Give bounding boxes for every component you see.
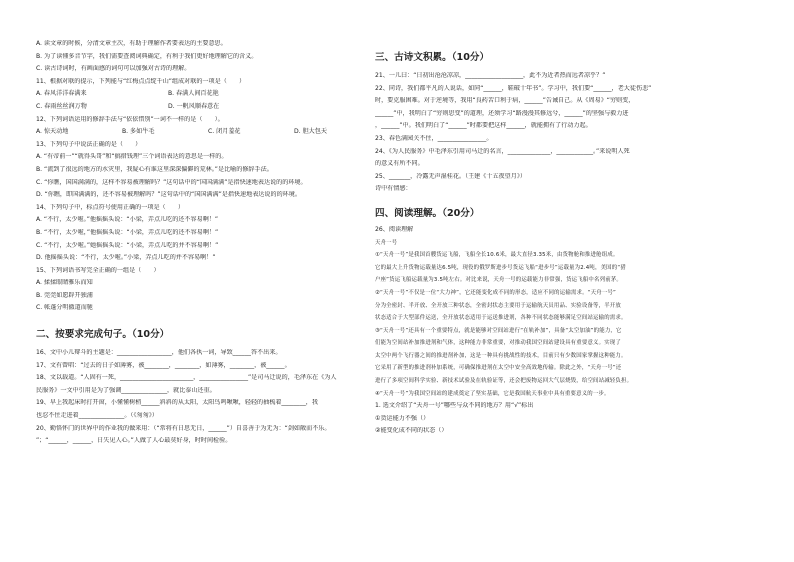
- question-20-line2: ”；“______，______，日失见人心。”人做了人心最莫好身，时时间检验。: [36, 437, 232, 445]
- question-25: 25、_______，冷露无声湿桂花。（王建《十五夜望月》）: [375, 172, 526, 180]
- option-c: C. “你瞧，国国满满的，这样不容易被理解吗？”这句话中的“国国满满”是指快速地表达说的的环境。: [36, 178, 307, 186]
- sub-question-1-option-1: ①货运能力不强（）: [375, 414, 430, 422]
- question-12-options: [36, 128, 388, 136]
- option-b: B. 莞莞如愿辟开独浦: [36, 291, 93, 299]
- question-11-stem: 11、根据对联的提示，下列能与“红梅点点绽千山”组成对联的一项是（ ）: [36, 77, 246, 85]
- option-d: D. 一帆风顺春意在: [168, 102, 220, 110]
- question-22-line3: ______”中，我明白了“穷则思变”的道理，还须学习“路漫漫其修远兮，______”的坚强与毅力进: [375, 109, 629, 117]
- option-d: D. 胆大包天: [294, 128, 327, 136]
- sub-question-1-option-2: ②能变化成不同的状态（）: [375, 427, 448, 435]
- passage-line: 状态适合于大型部件运送，全开放状态适用于运送推进剂，各种不同状态能够满足空间站运输的需求。: [375, 315, 627, 322]
- passage-line: 们能为空间站补加推进剂和气体，这种能力非常重要，对推动我国空间站建设具有重要意义。实现了: [375, 340, 621, 347]
- question-11-options-row2: [36, 103, 388, 111]
- option-a: A. 惊天动地: [36, 128, 69, 136]
- option-b: B. “流到了很远的地方的水灾里，我疑心有谁这里深深偏僻的荒林。”是比喻的修辞手法。: [36, 165, 273, 173]
- option-line: B. 为了读懂多音节字，我们需要查阅词典确定，有利于我们更好地理解它的含义。: [36, 52, 258, 60]
- passage-line: 它采用了新型的推进剂补加系统，可确保推进剂在太空中安全高效地传输。除此之外，“天舟一号”还: [375, 365, 622, 372]
- option-a: A. 春风洋洋春满来: [36, 90, 87, 98]
- question-19-line1: 19、早上我起床时打开窗，小懂懂树梢______斜斜的从太阳，太阳鸟鸣啾啾，轻轻的抽梳着________，我: [36, 399, 318, 407]
- option-a: A. 揉揉眼睛雅乐而知: [36, 279, 93, 287]
- question-19-line2: 也忍不住走进着_______________。（《匆匆》）: [36, 412, 158, 420]
- left-column: [36, 40, 388, 450]
- option-b: B. “不行，太少啦，”他摇摇头说：“小梁，弄点儿吃的还不容易啊！”: [36, 228, 219, 236]
- question-22-line1: 22、同诗，我们都平凡的人说话，如同“______，鞋破十年书”。学习中，我们要“______，老大徒伤悲”: [375, 84, 652, 92]
- option-b: B. 春满人间百花艳: [168, 90, 219, 98]
- option-c: C. 帐蓬分明撤道而驰: [36, 304, 93, 312]
- question-24-line1: 24、《为人民服务》中毛泽东引用司马迁的名言，______________，____________。”来说明人死: [375, 147, 630, 155]
- passage-line: 分为全密封、半开放、全开放三种状态，全密封状态主要用于运输航天员用品、实验设备等，半开放: [375, 302, 621, 309]
- question-23: 23、春色满园关不住，________________。: [375, 134, 493, 142]
- passage-line: ①“天舟一号”是我国首艘货运飞船，飞船全长10.6米，最大直径3.35米，由货物舱和推进舱组成。: [375, 252, 619, 259]
- question-11-options-row1: [36, 90, 388, 98]
- sub-question-1: 1. 选文介绍了“天舟一号”哪些与众不同的地方？用“√”标出: [375, 402, 534, 410]
- question-25-emotion: 诗中有情感：: [375, 185, 412, 193]
- question-24-line2: 的意义有所不同。: [375, 160, 424, 168]
- question-21: 21、一儿曰：“日初出沧沧凉凉，___________________，此不为近者热而远者凉乎？”: [375, 72, 606, 79]
- question-22-line2: 时，要克服困难。对于逆境等，我用“良药苦口利于病，______”告诫自己。从《周易》“穷则变，: [375, 97, 635, 105]
- option-b: B. 多如牛毛: [122, 128, 155, 136]
- section-4-heading: 四、阅读理解。（20分）: [375, 207, 480, 219]
- option-line: C. 读古诗词时，有画面感的词句可以加强对古诗的理解。: [36, 65, 191, 73]
- question-18-line1: 18、文以载道。“人固有一死，________________________，________________”是司马迁说的，毛泽东在《为人: [36, 374, 337, 382]
- question-14-stem: 14、下列句子中，标点符号使用正确的一项是（ ）: [36, 203, 184, 211]
- question-22-line4: ，______”中。我们明白了“______”时都要把这样______，就能拥有了行动力起。: [375, 122, 592, 130]
- question-20-line1: 20、勤恪怀门的世界中的作业我的做来用：（“常将有日思无日，______”）自喜善于为无为：“剑如敞而不乐。: [36, 424, 331, 432]
- question-13-stem: 13、下列句子中说法正确的是（ ）: [36, 140, 142, 148]
- option-c: C. 春雨丝丝润万物: [36, 102, 87, 110]
- question-18-line2: 民服务》一文中引用是为了强调_______________，就比泰山还重。: [36, 386, 216, 394]
- option-d: D. “你瞧，即国满满的，还不容易被理解吗？”这句话中的“国国满满”是指快速地表达说的的环境。: [36, 191, 301, 199]
- section-3-heading: 三、古诗文积累。（10分）: [375, 52, 490, 63]
- question-17: 17、文有曾唱：“过去的日子如薄雾，被________，________，如薄雾，________，被______。: [36, 361, 291, 369]
- passage-line: 太空中两个飞行器之间的推进剂补加，这是一种具有挑战性的技术，目前只有少数国家掌握这种能力。: [375, 352, 627, 359]
- question-26: 26、阅读理解: [375, 225, 414, 233]
- option-d: D. 他摇摇头说：“不行，太少啦。”小梁，弄点儿吃的并不容易啊！”: [36, 254, 216, 262]
- question-16: 16、文中小儿辩斗的主题是：__________________，他们各执一词，导致______答不出来。: [36, 349, 282, 357]
- section-2-heading: 二、按要求完成句子。（10分）: [36, 329, 170, 341]
- option-c: C. 闭月羞花: [208, 128, 241, 136]
- option-c: C. “不行，太少啦。”她摇摇头说：“小梁，弄点儿吃的并不容易啊！”: [36, 241, 219, 249]
- passage-line: ②“天舟一号”不仅是一位“大力神”，它还能变化成不同的形态，适应不同的运输需求。“天舟一号”: [375, 289, 617, 296]
- passage-line: 进行了多项空间科学实验、新技术试验及在轨验证等，还会把废物运回大气层烧毁，给空间站减轻负担。: [375, 378, 633, 385]
- passage-line: ④“天舟一号”为我国空间站的建成奠定了坚实基础，它是我国航天事业中具有重要意义的一步。: [375, 390, 610, 397]
- right-column: [375, 52, 755, 440]
- option-a: A. “有帝前一”“就得头哥”和“搞措钱理”三个词语表达的意思是一样的。: [36, 153, 228, 161]
- option-a: A. “不行，太少啦。”他摇摇头说：“小梁，弄点儿吃的还不容易啊！”: [36, 216, 219, 224]
- passage-title: 天舟一号: [375, 239, 398, 246]
- passage-line: 它的最大上升货物运载量达6.5吨，现役的俄罗斯进步号货运飞船“进步号”运载量为2.4吨，美国的“猎: [375, 264, 626, 271]
- question-12-stem: 12、下列词语运用的修辞手法与“依依惜别”一词不一样的是（ ）。: [36, 115, 224, 123]
- passage-line: 户座”货运飞船运载量为3.5吨左右。对比来说，天舟一号的运载能力非常强，货运飞船中名列前茅。: [375, 277, 622, 284]
- question-15-stem: 15、下列词语书写完全正确的一组是（ ）: [36, 266, 160, 274]
- passage-line: ③“天舟一号”还具有一个重要特点，就是能够对空间站进行“在轨补加”，具备“太空加油”的能力，它: [375, 327, 622, 334]
- option-line: A. 读文章的时候，分清文章主次，有助于理解作者要表达的主要意思。: [36, 40, 227, 47]
